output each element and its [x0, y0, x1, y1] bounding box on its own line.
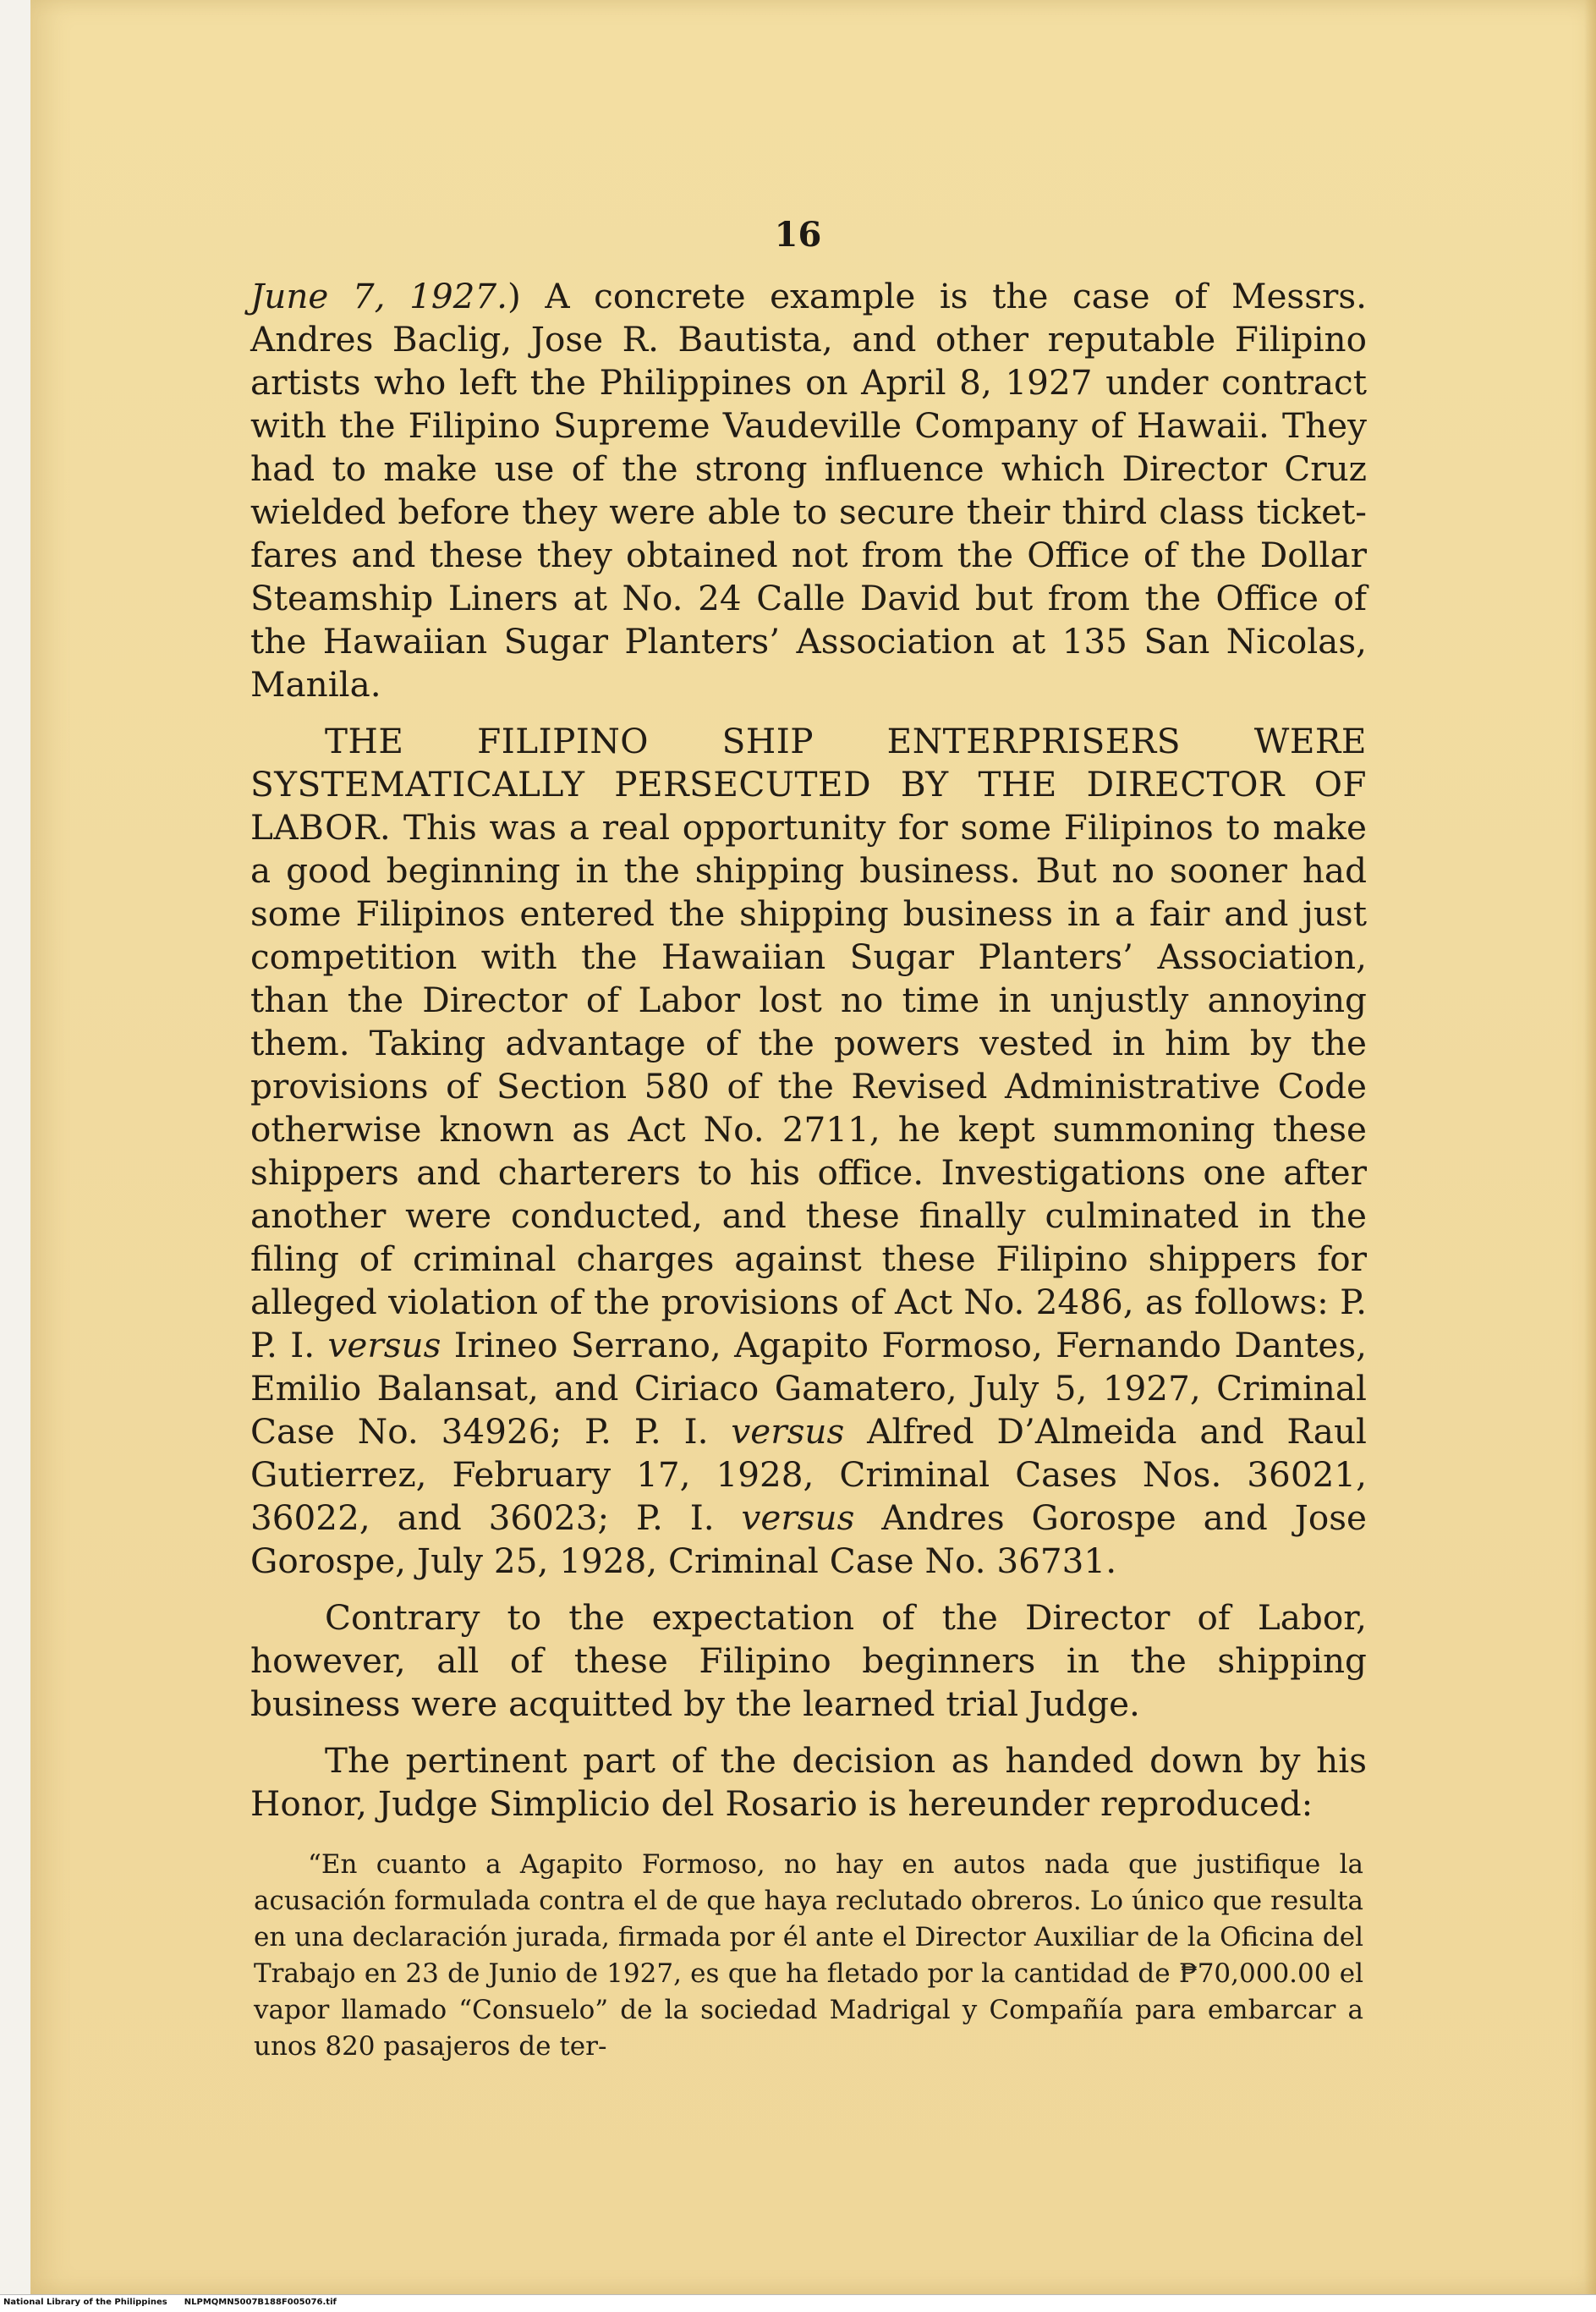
paragraph-2 [250, 720, 1367, 1583]
body-text [250, 275, 1367, 1839]
paragraph-1-text: A concrete example is the case of Messrs. Andres Baclig, Jose R. Bautista, and other reputable Filipino artists who left the Philippines on April 8, 1927 under contract with the Filipino Supreme Vaudeville Company of Hawaii. They had to make use of the strong influence which Director Cruz wielded before they were able to secure their third class ticket-fares and these they obtained not from the Office of the Dollar Steamship Liners at No. 24 Calle David but from the Office of the Hawaiian Sugar Planters’ Association at 135 San Nicolas, Manila. [250, 276, 1368, 705]
scan-footer-text [3, 2298, 354, 2307]
close-paren: ) [507, 276, 521, 316]
paragraph-2-text-a: This was a real opportunity for some Filipinos to make a good beginning in the shipping business. But no sooner had some Filipinos entered the shipping business in a fair and just competition with the Hawaiian Sugar Planters’ Association, than the Director of Labor lost no time in unjustly annoying them. Taking advantage of the powers vested in him by the provisions of Section 580 of the Revised Administrative Code otherwise known as Act No. 2711, he kept summoning these shippers and charterers to his office. Investigations one after another were conducted, and these finally culminated in the filing of criminal charges against these Filipino shippers for alleged violation of the provisions of Act No. 2486, as follows: P. P. I. [250, 807, 1367, 1365]
paragraph-1 [250, 275, 1367, 706]
page-number: 16 [774, 215, 822, 255]
versus-2: versus [731, 1411, 845, 1452]
paragraph-2-text-b: Irineo Serrano, Agapito Formoso, Fernando Dantes, Emilio Balansat, and Ciriaco Gamatero, July 5, 1927, Criminal Case No. 34926; P. P. I. [250, 1325, 1367, 1452]
paragraph-2-text-d: Andres Gorospe and Jose Gorospe, July 25, 1928, Criminal Case No. 36731. [250, 1497, 1367, 1581]
library-name: National Library of the Philippines [3, 2298, 167, 2307]
paragraph-4: The pertinent part of the decision as handed down by his Honor, Judge Simplicio del Rosario is hereunder reproduced: [250, 1740, 1367, 1824]
file-id: NLPMQMN5007B188F005076.tif [184, 2298, 337, 2307]
paragraph-3: Contrary to the expectation of the Director of Labor, however, all of these Filipino beginners in the shipping business were acquitted by the learned trial Judge. [250, 1597, 1367, 1724]
versus-3: versus [741, 1497, 855, 1538]
section-heading: THE FILIPINO SHIP ENTERPRISERS WERE SYSTEMATICALLY PERSECUTED BY THE DIRECTOR OF LABOR. [250, 721, 1367, 848]
date-reference: June 7, 1927. [250, 276, 508, 316]
paragraph-2-text-c: Alfred D’Almeida and Raul Gutierrez, February 17, 1928, Criminal Cases Nos. 36021, 36022, and 36023; P. I. [250, 1411, 1367, 1538]
versus-1: versus [327, 1325, 442, 1365]
page-edge-shadow [1584, 0, 1596, 2294]
quoted-decision: “En cuanto a Agapito Formoso, no hay en autos nada que justifique la acusación formulada contra el de que haya reclutado obreros. Lo único que resulta en una declaración jurada, firmada por él ante el Director Auxiliar de la Oficina del Trabajo en 23 de Junio de 1927, es que ha fletado por la cantidad de ₱70,000.00 el vapor llamado “Consuelo” de la sociedad Madrigal y Compañía para embarcar a unos 820 pasajeros de ter- [254, 1849, 1363, 2062]
